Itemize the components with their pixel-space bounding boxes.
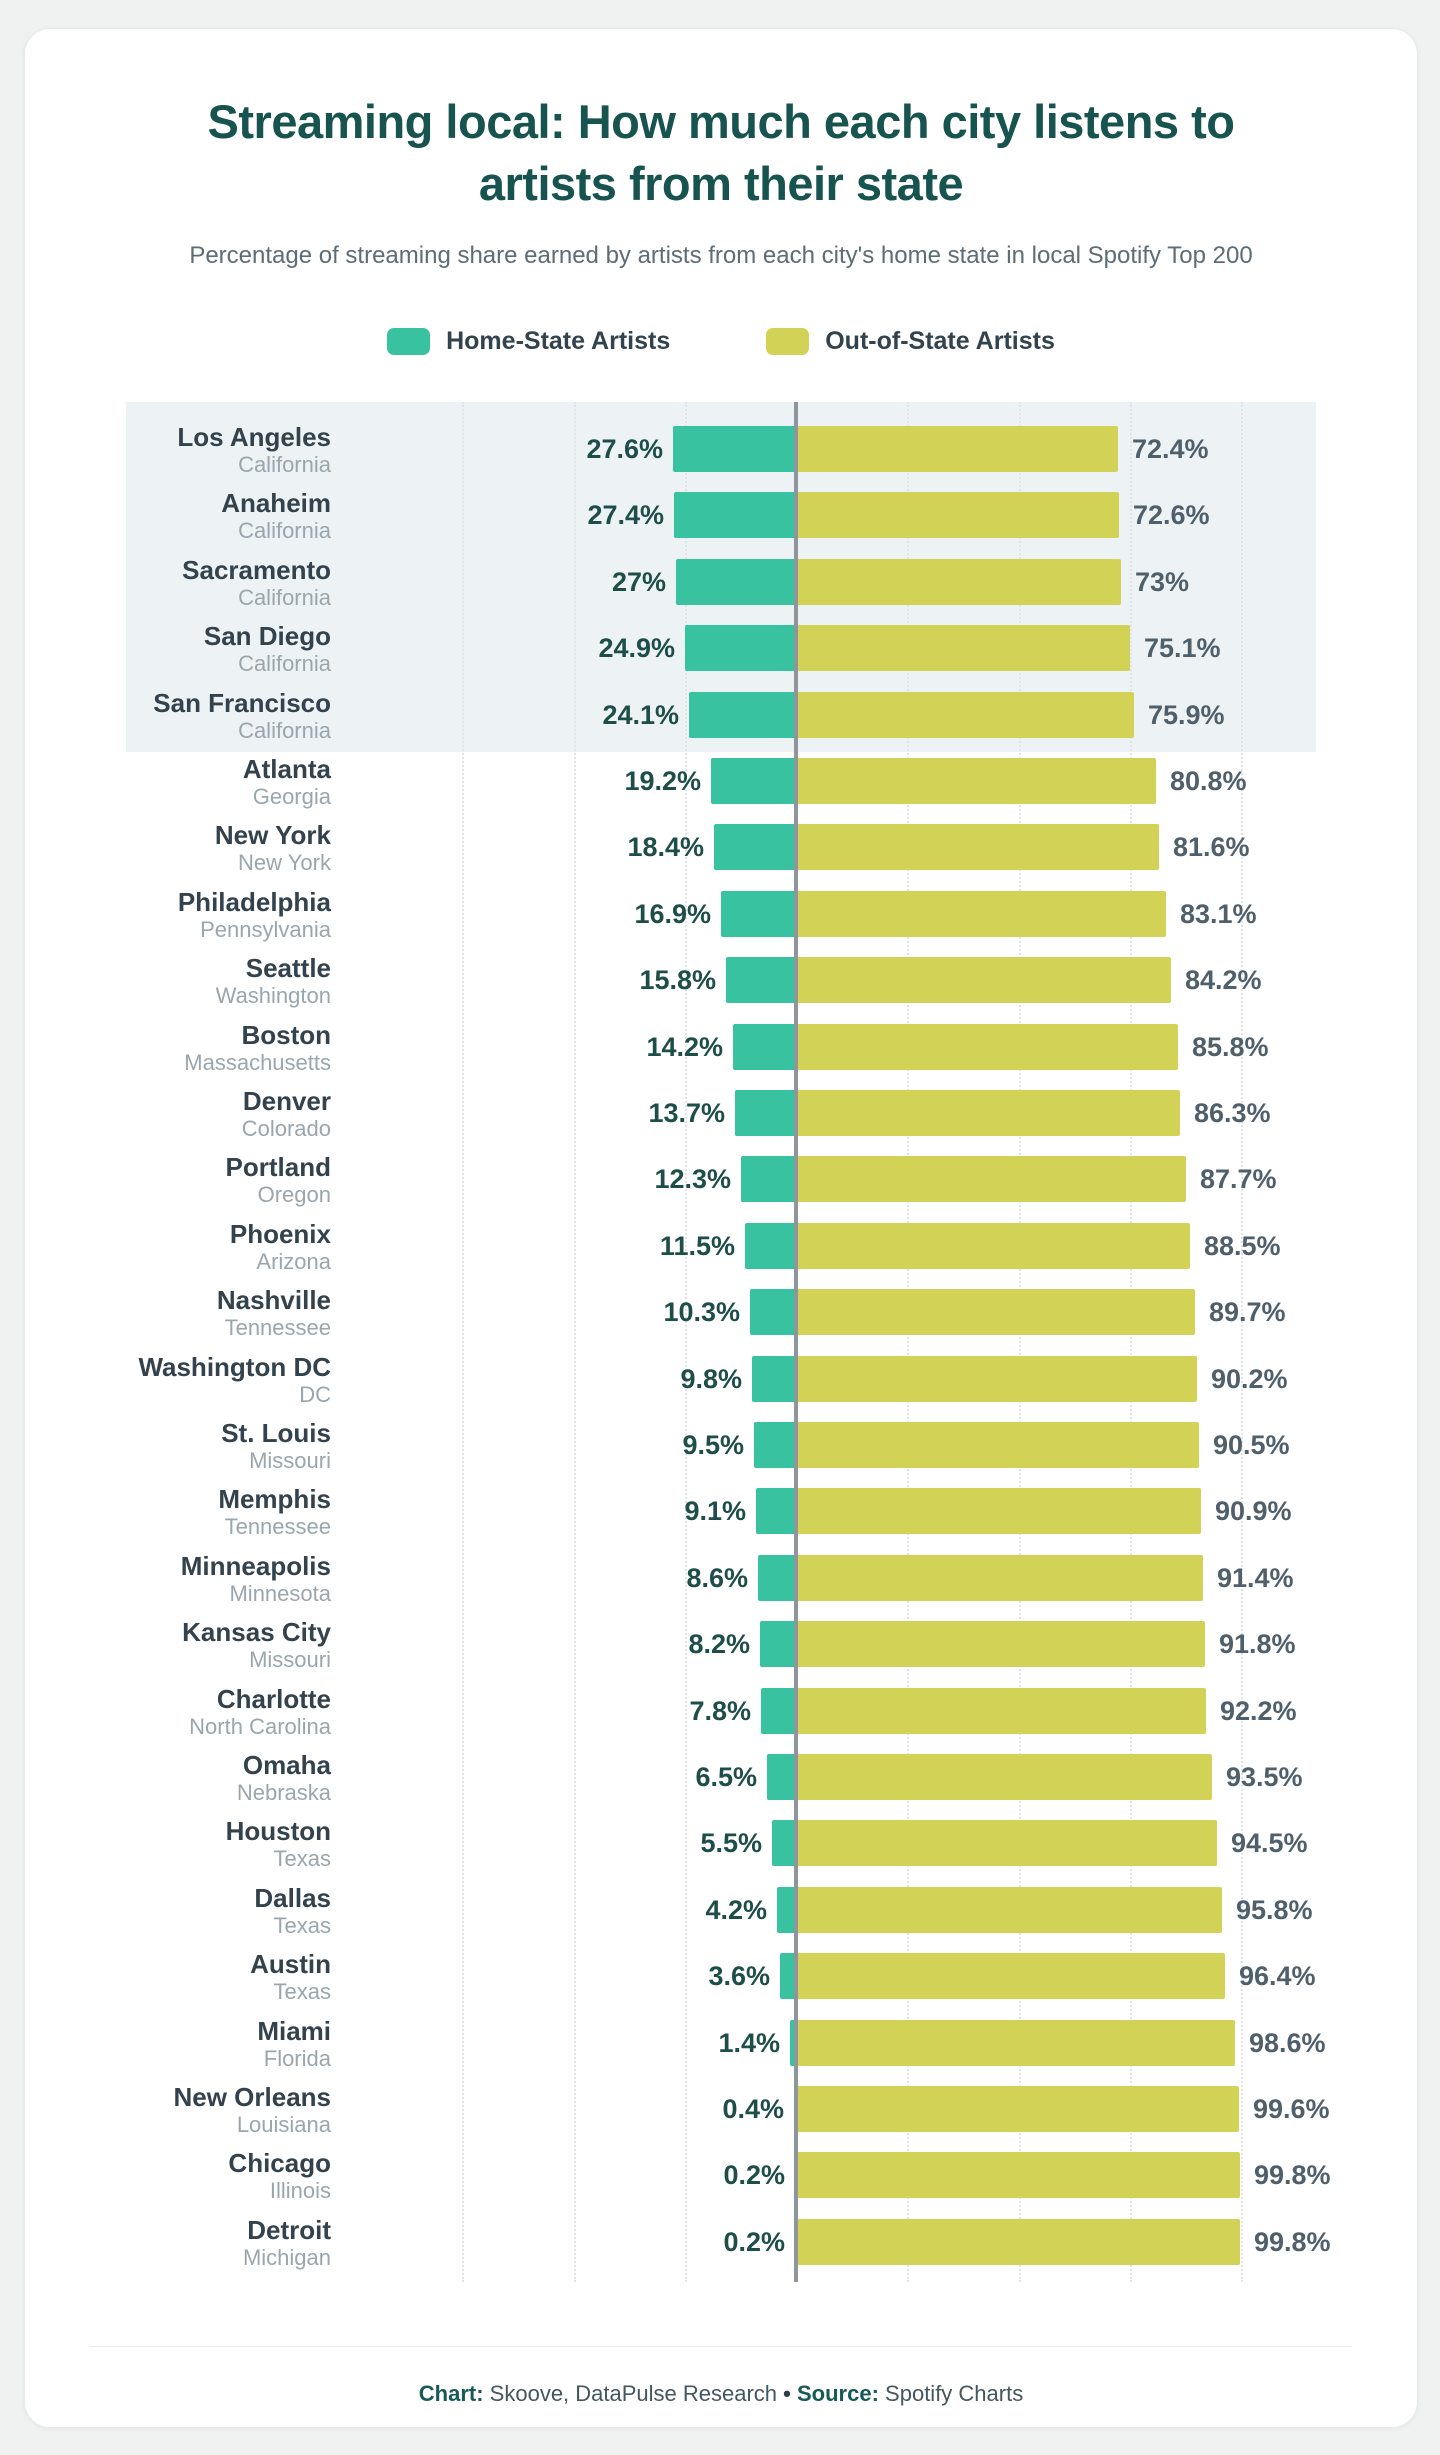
page-title: Streaming local: How much each city listens to artists from their state <box>207 95 1235 210</box>
chart-stage <box>25 402 1417 2286</box>
state-label: Tennessee <box>224 1514 331 1540</box>
away-value-label: 98.6% <box>1249 2027 1326 2058</box>
home-state-bar <box>754 1422 796 1468</box>
city-label-block <box>25 954 331 1008</box>
out-of-state-bar <box>796 1621 1205 1667</box>
state-label: Illinois <box>269 2178 331 2204</box>
gridline <box>462 402 464 2282</box>
state-label: Florida <box>263 2045 331 2071</box>
city-label: Chicago <box>228 2148 331 2179</box>
state-label: Oregon <box>257 1182 331 1208</box>
home-state-bar <box>726 957 796 1003</box>
home-state-bar <box>758 1555 796 1601</box>
state-label: California <box>238 584 331 610</box>
out-of-state-bar <box>796 2086 1239 2132</box>
city-label-block <box>25 1087 331 1141</box>
city-label-block <box>25 1751 331 1805</box>
gridline <box>574 402 576 2282</box>
home-value-label: 27.6% <box>586 434 663 464</box>
city-label-block <box>25 1552 331 1606</box>
out-of-state-bar <box>796 1754 1212 1800</box>
home-value-label: 9.1% <box>684 1496 746 1527</box>
out-of-state-bar <box>796 1024 1178 1070</box>
home-state-bar <box>711 758 796 804</box>
city-label: Nashville <box>216 1285 331 1316</box>
legend <box>25 327 1417 356</box>
home-value-label: 10.3% <box>663 1297 740 1328</box>
away-value-label: 92.2% <box>1220 1695 1297 1726</box>
home-state-bar <box>733 1024 796 1070</box>
city-label-block <box>25 1685 331 1739</box>
city-label-block <box>25 2083 331 2137</box>
out-of-state-bar <box>796 625 1130 671</box>
out-of-state-bar <box>796 1422 1199 1468</box>
city-label: Boston <box>241 1019 331 1050</box>
home-state-bar <box>689 692 796 738</box>
state-label: Texas <box>273 1846 331 1872</box>
city-label: Dallas <box>254 1882 331 1913</box>
city-label-block <box>25 1419 331 1473</box>
footer-credits <box>25 2381 1417 2407</box>
home-value-label: 9.5% <box>682 1430 744 1460</box>
away-value-label: 72.4% <box>1132 434 1209 464</box>
home-state-bar <box>760 1621 796 1667</box>
home-value-label: 0.2% <box>723 2160 785 2191</box>
city-label-block <box>25 689 331 743</box>
out-of-state-bar <box>796 1820 1217 1866</box>
out-of-state-bar <box>796 1090 1180 1136</box>
city-label-block <box>25 489 331 543</box>
city-label: Detroit <box>247 2214 331 2245</box>
gridline <box>1241 402 1243 2282</box>
city-label-block <box>25 821 331 875</box>
legend-item-home-state <box>387 327 670 356</box>
out-of-state-bar <box>796 426 1118 472</box>
page-subtitle: Percentage of streaming share earned by artists from each city's home state in local Spotify Top 200 <box>189 242 1253 269</box>
footer-chart-value: Skoove, DataPulse Research <box>489 2381 778 2406</box>
away-value-label: 75.1% <box>1144 633 1221 664</box>
city-label: Omaha <box>242 1750 331 1780</box>
footer-source-value: Spotify Charts <box>885 2381 1024 2406</box>
out-of-state-bar <box>796 891 1166 937</box>
home-value-label: 11.5% <box>659 1230 735 1261</box>
home-state-bar <box>756 1488 796 1534</box>
home-value-label: 24.9% <box>598 633 675 664</box>
city-label-block <box>25 1220 331 1274</box>
home-state-bar <box>674 492 796 538</box>
home-value-label: 0.2% <box>723 2226 785 2257</box>
city-label: Austin <box>250 1949 331 1980</box>
state-label: Michigan <box>242 2244 331 2270</box>
out-of-state-bar <box>796 758 1156 804</box>
away-value-label: 86.3% <box>1194 1098 1271 1128</box>
away-value-label: 90.9% <box>1215 1496 1292 1527</box>
out-of-state-bar <box>796 692 1134 738</box>
out-of-state-bar <box>796 559 1121 605</box>
state-label: Nebraska <box>236 1780 331 1805</box>
city-label: Phoenix <box>229 1218 331 1249</box>
home-value-label: 14.2% <box>646 1031 723 1062</box>
state-label: North Carolina <box>189 1713 331 1739</box>
city-label-block <box>25 423 331 477</box>
city-label: Atlanta <box>242 754 331 784</box>
home-value-label: 8.6% <box>686 1562 748 1593</box>
city-label: San Francisco <box>153 687 331 718</box>
home-value-label: 12.3% <box>654 1164 731 1195</box>
center-axis-line <box>794 402 798 2282</box>
city-label: Denver <box>242 1086 331 1116</box>
away-value-label: 94.5% <box>1231 1828 1308 1859</box>
gridline <box>685 402 687 2282</box>
state-label: Missouri <box>249 1448 331 1473</box>
state-label: Texas <box>273 1979 331 2005</box>
away-value-label: 99.6% <box>1253 2094 1330 2124</box>
away-value-label: 88.5% <box>1204 1230 1281 1261</box>
city-label: Anaheim <box>221 488 331 519</box>
home-state-bar <box>685 625 796 671</box>
home-value-label: 5.5% <box>700 1828 762 1859</box>
city-label-block <box>25 1353 331 1407</box>
city-label: Houston <box>225 1816 331 1847</box>
state-label: California <box>238 651 331 677</box>
city-label-block <box>25 2017 331 2071</box>
home-value-label: 9.8% <box>680 1363 742 1394</box>
city-label: Washington DC <box>138 1351 331 1382</box>
home-value-label: 16.9% <box>634 898 711 929</box>
home-state-bar <box>750 1289 796 1335</box>
out-of-state-bar <box>796 2219 1240 2265</box>
city-label: St. Louis <box>221 1418 331 1448</box>
home-value-label: 13.7% <box>648 1098 725 1128</box>
home-value-label: 6.5% <box>695 1762 757 1792</box>
legend-label: Home-State Artists <box>446 327 671 355</box>
city-label-block <box>25 1817 331 1871</box>
home-value-label: 1.4% <box>718 2027 780 2058</box>
out-of-state-bar <box>796 1356 1197 1402</box>
city-label: Los Angeles <box>177 422 331 452</box>
away-value-label: 96.4% <box>1239 1961 1316 1992</box>
city-label-block <box>25 622 331 676</box>
out-of-state-bar <box>796 1555 1203 1601</box>
state-label: Massachusetts <box>184 1049 331 1075</box>
state-label: California <box>238 452 331 477</box>
city-label-block <box>25 2149 331 2203</box>
city-label: Minneapolis <box>180 1550 331 1581</box>
city-label-block <box>25 755 331 809</box>
city-label-block <box>25 1884 331 1938</box>
footer-chart-label: Chart: <box>418 2381 484 2406</box>
home-value-label: 8.2% <box>688 1629 750 1660</box>
away-value-label: 91.4% <box>1217 1562 1294 1593</box>
home-state-bar <box>745 1223 796 1269</box>
home-value-label: 19.2% <box>624 766 701 796</box>
home-state-bar <box>714 824 796 870</box>
city-label: Seattle <box>245 953 331 984</box>
city-label: Philadelphia <box>177 886 331 917</box>
state-label: Georgia <box>252 784 331 809</box>
away-value-label: 72.6% <box>1133 500 1210 531</box>
city-label-block <box>25 1021 331 1075</box>
footer-source-label: Source: <box>797 2381 879 2406</box>
city-label: San Diego <box>203 621 331 652</box>
legend-label: Out-of-State Artists <box>825 327 1055 355</box>
state-label: Tennessee <box>224 1315 331 1341</box>
out-of-state-swatch-icon <box>766 328 809 355</box>
state-label: California <box>238 518 331 544</box>
home-value-label: 7.8% <box>689 1695 751 1726</box>
state-label: Minnesota <box>229 1580 331 1606</box>
away-value-label: 89.7% <box>1209 1297 1286 1328</box>
home-state-bar <box>767 1754 796 1800</box>
out-of-state-bar <box>796 1289 1195 1335</box>
state-label: New York <box>238 850 331 876</box>
city-label-block <box>25 888 331 942</box>
away-value-label: 99.8% <box>1254 2160 1331 2191</box>
state-label: DC <box>299 1381 331 1407</box>
away-value-label: 85.8% <box>1192 1031 1269 1062</box>
out-of-state-bar <box>796 1223 1190 1269</box>
away-value-label: 90.2% <box>1211 1363 1288 1394</box>
city-label-block <box>25 556 331 610</box>
out-of-state-bar <box>796 492 1119 538</box>
city-label: New York <box>214 820 331 851</box>
out-of-state-bar <box>796 957 1171 1003</box>
city-label: Kansas City <box>182 1617 331 1648</box>
home-value-label: 15.8% <box>639 965 716 996</box>
state-label: Colorado <box>241 1116 331 1141</box>
out-of-state-bar <box>796 824 1159 870</box>
state-label: Louisiana <box>236 2112 331 2137</box>
city-label-block <box>25 2216 331 2270</box>
city-label-block <box>25 1286 331 1340</box>
home-state-bar <box>735 1090 796 1136</box>
away-value-label: 75.9% <box>1148 699 1225 730</box>
gridline <box>907 402 909 2282</box>
state-label: California <box>238 717 331 743</box>
home-value-label: 24.1% <box>602 699 679 730</box>
state-label: Pennsylvania <box>200 916 331 942</box>
city-label: Portland <box>225 1152 331 1183</box>
gridline <box>1130 402 1132 2282</box>
city-label-block <box>25 1618 331 1672</box>
away-value-label: 91.8% <box>1219 1629 1296 1660</box>
away-value-label: 73% <box>1135 566 1190 597</box>
out-of-state-bar <box>796 1953 1225 1999</box>
home-state-swatch-icon <box>387 328 430 355</box>
city-label-block <box>25 1950 331 2004</box>
home-value-label: 4.2% <box>705 1894 767 1925</box>
out-of-state-bar <box>796 1488 1201 1534</box>
away-value-label: 90.5% <box>1213 1430 1290 1460</box>
home-value-label: 18.4% <box>627 832 704 863</box>
away-value-label: 95.8% <box>1236 1894 1313 1925</box>
city-label: New Orleans <box>173 2082 331 2112</box>
home-value-label: 27.4% <box>587 500 664 531</box>
home-value-label: 3.6% <box>708 1961 770 1992</box>
state-label: Missouri <box>249 1647 331 1673</box>
city-label: Sacramento <box>182 554 331 585</box>
city-label: Miami <box>257 2015 331 2046</box>
state-label: Washington <box>215 983 331 1009</box>
away-value-label: 83.1% <box>1180 898 1257 929</box>
city-label-block <box>25 1485 331 1539</box>
out-of-state-bar <box>796 1156 1186 1202</box>
home-state-bar <box>761 1688 796 1734</box>
away-value-label: 99.8% <box>1254 2226 1331 2257</box>
away-value-label: 87.7% <box>1200 1164 1277 1195</box>
out-of-state-bar <box>796 2020 1235 2066</box>
home-state-bar <box>772 1820 796 1866</box>
away-value-label: 81.6% <box>1173 832 1250 863</box>
city-label: Memphis <box>218 1484 331 1515</box>
away-value-label: 93.5% <box>1226 1762 1303 1792</box>
away-value-label: 80.8% <box>1170 766 1247 796</box>
city-label: Charlotte <box>216 1683 331 1714</box>
out-of-state-bar <box>796 2152 1240 2198</box>
home-state-bar <box>721 891 796 937</box>
home-state-bar <box>676 559 796 605</box>
infographic-card <box>24 28 1418 2428</box>
footer-separator: • <box>783 2381 791 2406</box>
home-state-bar <box>741 1156 796 1202</box>
home-state-bar <box>673 426 796 472</box>
state-label: Texas <box>273 1912 331 1938</box>
footer-divider <box>90 2346 1352 2347</box>
state-label: Arizona <box>256 1248 331 1274</box>
home-value-label: 0.4% <box>722 2094 784 2124</box>
home-state-bar <box>752 1356 796 1402</box>
away-value-label: 84.2% <box>1185 965 1262 996</box>
home-value-label: 27% <box>611 566 666 597</box>
gridline <box>1019 402 1021 2282</box>
out-of-state-bar <box>796 1688 1206 1734</box>
legend-item-out-of-state <box>766 327 1055 356</box>
out-of-state-bar <box>796 1887 1222 1933</box>
city-label-block <box>25 1153 331 1207</box>
